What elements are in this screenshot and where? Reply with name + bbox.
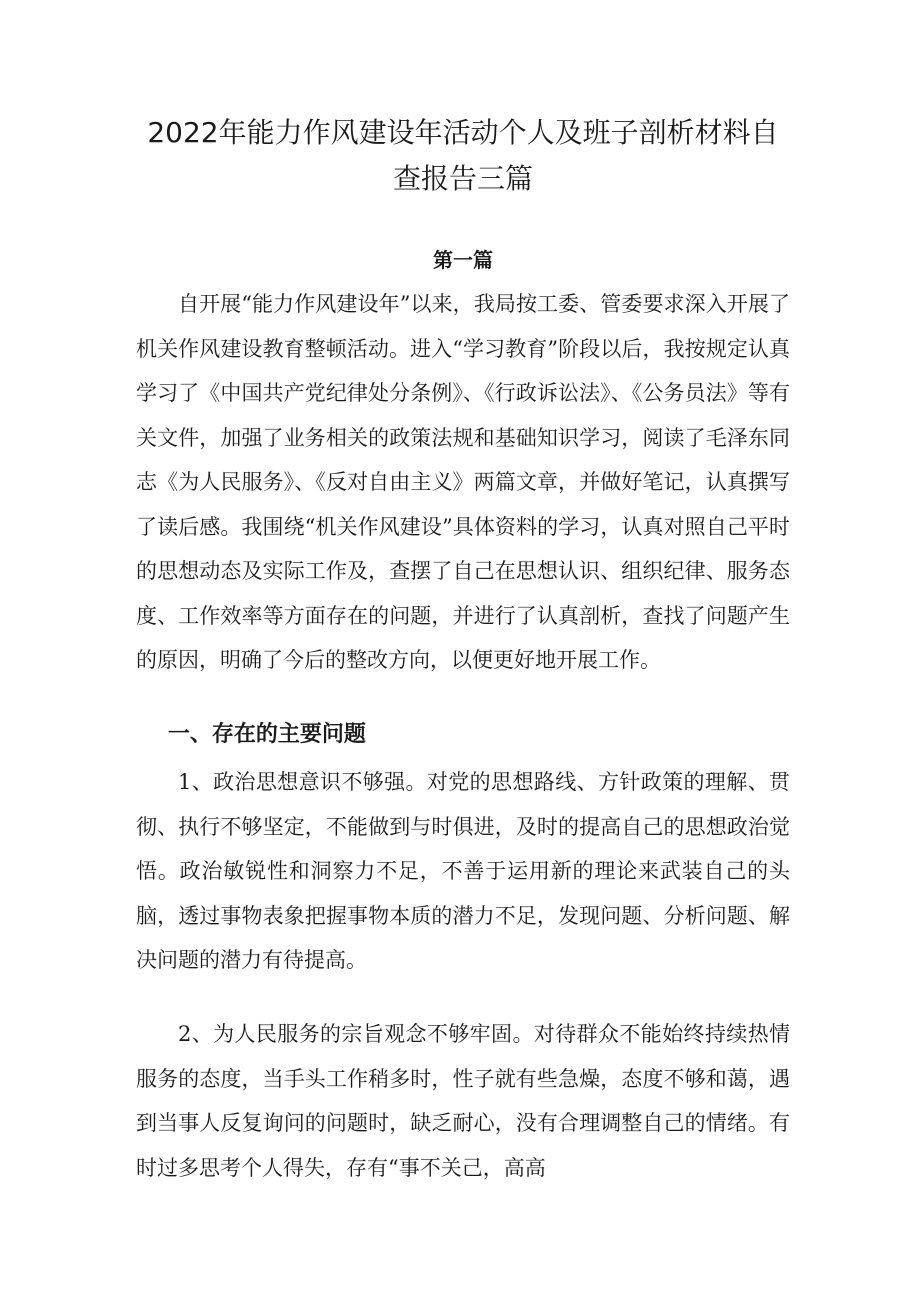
intro-paragraph: 自开展“能力作风建设年”以来，我局按工委、管委要求深入开展了机关作风建设教育整顿活动。进入“学习教育”阶段以后，我按规定认真学习了《中国共产党纪律处分条例》、《行政诉讼法》、《公务员法》等有关文件，加强了业务相关的政策法规和基础知识学习，阅读了毛泽东同志《为人民服务》、《反对自由主义》两篇文章，并做好笔记，认真撰写了读后感。我围绕“机关作风建设”具体资料的学习，认真对照自己平时的思想动态及实际工作及，查摆了自己在思想认识、组织纪律、服务态度、工作效率等方面存在的问题，并进行了认真剖析，查找了问题产生的原因，明确了今后的整改方向，以便更好地开展工作。 — [136, 292, 790, 672]
document-title: 2022年能力作风建设年活动个人及班子剖析材料自查报告三篇 — [147, 116, 779, 195]
problem-item-2: 2、为人民服务的宗旨观念不够牢固。对待群众不能始终持续热情服务的态度，当手头工作稍多时，性子就有些急燥，态度不够和蔼，遇到当事人反复询问的问题时，缺乏耐心，没有合理调整自己的情绪。有时过多思考个人得失，存有“事不关己，高高 — [136, 1022, 790, 1180]
heading-main-problems: 一、存在的主要问题 — [167, 722, 366, 747]
section-title: 第一篇 — [433, 248, 493, 272]
problem-item-1: 1、政治思想意识不够强。对党的思想路线、方针政策的理解、贯彻、执行不够坚定，不能做到与时俱进，及时的提高自己的思想政治觉悟。政治敏锐性和洞察力不足，不善于运用新的理论来武装自己的头脑，透过事物表象把握事物本质的潜力不足，发现问题、分析问题、解决问题的潜力有待提高。 — [136, 770, 790, 972]
